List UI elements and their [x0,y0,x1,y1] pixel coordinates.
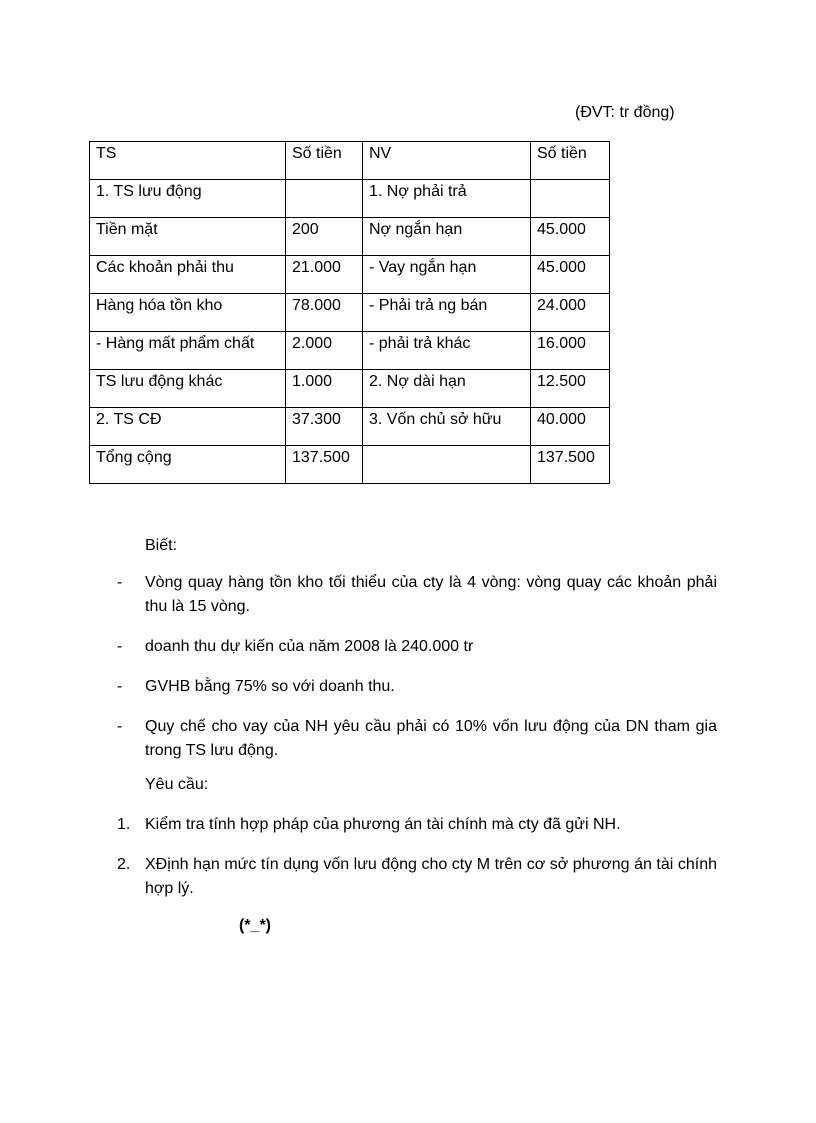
table-cell: - Phải trả ng bán [363,294,531,332]
known-label: Biết: [145,537,178,554]
table-cell: 137.500 [531,446,610,484]
table-cell: - Hàng mất phẩm chất [90,332,286,370]
table-row [90,446,610,484]
table-row [90,408,610,446]
table-cell: 3. Vốn chủ sở hữu [363,408,531,446]
table-cell: 137.500 [286,446,363,484]
list-item-text: doanh thu dự kiến của năm 2008 là 240.000 tr [145,638,474,655]
table-cell [286,180,363,218]
table-cell: TS lưu động khác [90,370,286,408]
table-cell: 1. TS lưu động [90,180,286,218]
table-cell: 1. Nợ phải trả [363,180,531,218]
list-marker: - [117,574,123,591]
requirements-label: Yêu cầu: [145,776,209,793]
table-cell [363,446,531,484]
list-item [117,571,717,619]
table-cell: 2. TS CĐ [90,408,286,446]
table-cell: - phải trả khác [363,332,531,370]
table-cell: 45.000 [531,218,610,256]
table-cell: 40.000 [531,408,610,446]
list-item-text: Quy chế cho vay của NH yêu cầu phải có 10% vốn lưu động của DN tham gia trong TS lưu động. [145,718,717,759]
list-item-text: XĐịnh hạn mức tín dụng vốn lưu động cho cty M trên cơ sở phương án tài chính hợp lý. [145,856,717,897]
table-cell: 2. Nợ dài hạn [363,370,531,408]
table-cell: Các khoản phải thu [90,256,286,294]
table-cell: 1.000 [286,370,363,408]
list-item-text: Vòng quay hàng tồn kho tối thiểu của cty là 4 vòng: vòng quay các khoản phải thu là 15 vòng. [145,574,717,615]
table-cell: Hàng hóa tồn kho [90,294,286,332]
list-marker: - [117,638,123,655]
table-cell: TS [90,142,286,180]
requirements-list [117,813,717,901]
table-cell: 200 [286,218,363,256]
table-row [90,370,610,408]
table-cell: Số tiền [531,142,610,180]
closing-mark: (*_*) [239,917,272,934]
table-cell: Tiền mặt [90,218,286,256]
table-cell: 12.500 [531,370,610,408]
list-item [117,813,717,837]
table-cell: 45.000 [531,256,610,294]
list-item-text: Kiểm tra tính hợp pháp của phương án tài chính mà cty đã gửi NH. [145,816,621,833]
list-marker: - [117,678,123,695]
table-cell: NV [363,142,531,180]
table-header-row [90,142,610,180]
unit-note: (ĐVT: tr đồng) [575,104,675,121]
table-cell: 2.000 [286,332,363,370]
list-item [117,635,717,659]
table-cell: 16.000 [531,332,610,370]
table-cell: Tổng cộng [90,446,286,484]
list-marker: - [117,718,123,735]
table-cell: Số tiền [286,142,363,180]
table-row [90,294,610,332]
table-cell: - Vay ngắn hạn [363,256,531,294]
table-row [90,180,610,218]
list-item [117,675,717,699]
table-cell: Nợ ngắn hạn [363,218,531,256]
table-row [90,218,610,256]
table-cell: 78.000 [286,294,363,332]
balance-sheet-table [89,141,610,484]
known-conditions-list [117,571,717,763]
table-cell: 24.000 [531,294,610,332]
table-cell [531,180,610,218]
table-cell: 21.000 [286,256,363,294]
list-item-text: GVHB bằng 75% so với doanh thu. [145,678,395,695]
list-item [117,715,717,763]
table-row [90,256,610,294]
list-marker: 1. [117,816,131,833]
list-item [117,853,717,901]
table-cell: 37.300 [286,408,363,446]
table-row [90,332,610,370]
list-marker: 2. [117,856,131,873]
